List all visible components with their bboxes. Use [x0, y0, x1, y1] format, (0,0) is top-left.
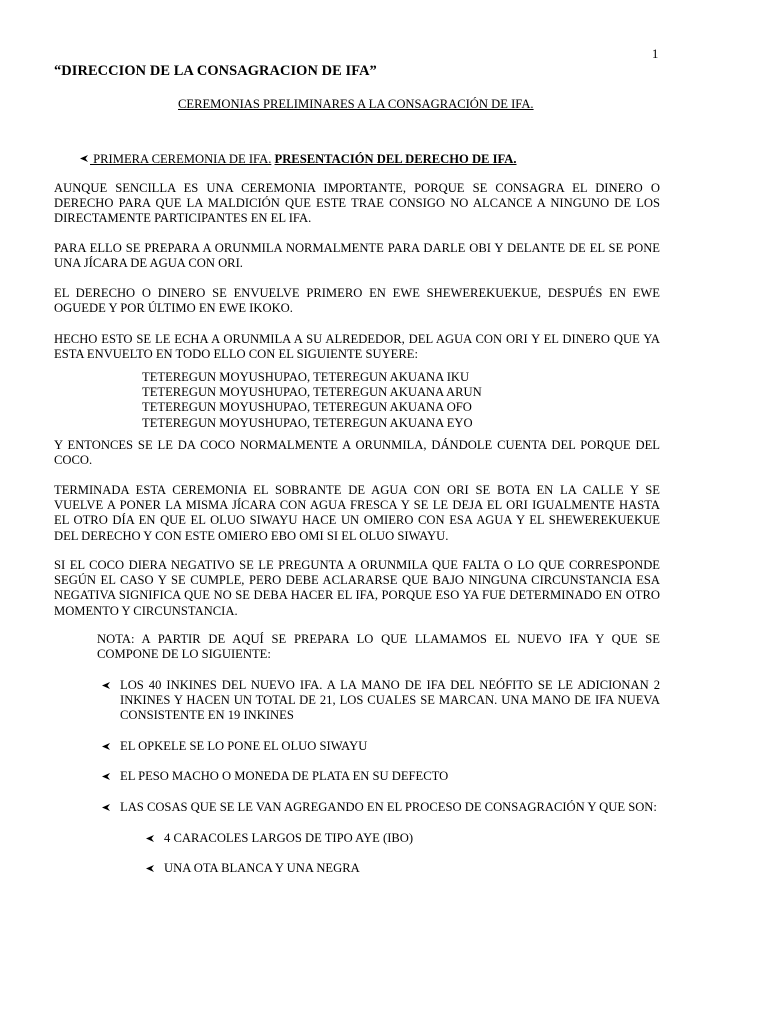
suyere-chant: [142, 370, 482, 431]
paragraph-line: COCO.: [54, 453, 93, 468]
sub-bullet-text: UNA OTA BLANCA Y UNA NEGRA: [164, 861, 360, 875]
note-line: NOTA: A PARTIR DE AQUÍ SE PREPARA LO QUE LLAMAMOS EL NUEVO IFA Y QUE SE: [97, 632, 660, 646]
paragraph-4: [54, 332, 660, 362]
paragraph-line: SI EL COCO DIERA NEGATIVO SE LE PREGUNTA A ORUNMILA QUE FALTA O LO QUE CORRESPONDE: [54, 558, 660, 572]
paragraph-6: [54, 483, 660, 544]
bullet-line: LOS 40 INKINES DEL NUEVO IFA. A LA MANO DE IFA DEL NEÓFITO SE LE ADICIONAN 2: [120, 678, 660, 692]
note-line: COMPONE DE LO SIGUIENTE:: [97, 647, 271, 662]
document-title: “DIRECCION DE LA CONSAGRACION DE IFA”: [54, 63, 377, 79]
note-paragraph: [97, 632, 660, 662]
paragraph-1: [54, 181, 660, 227]
paragraph-line: HECHO ESTO SE LE ECHA A ORUNMILA A SU ALREDEDOR, DEL AGUA CON ORI Y EL DINERO QUE YA: [54, 332, 660, 346]
chant-line: TETEREGUN MOYUSHUPAO, TETEREGUN AKUANA ARUN: [142, 385, 482, 400]
bullet-text: [120, 800, 660, 815]
arrow-bullet-icon: [102, 803, 111, 812]
bullet-line: CONSISTENTE EN 19 INKINES: [120, 708, 294, 723]
bullet-line: EL PESO MACHO O MONEDA DE PLATA EN SU DEFECTO: [120, 769, 449, 783]
arrow-bullet-icon: [146, 864, 155, 873]
paragraph-5: [54, 438, 660, 468]
page-number: 1: [652, 47, 659, 61]
arrow-bullet-icon: [102, 681, 111, 690]
paragraph-line: UNA JÍCARA DE AGUA CON ORI.: [54, 256, 243, 271]
bullet-text: [120, 769, 660, 784]
chant-line: TETEREGUN MOYUSHUPAO, TETEREGUN AKUANA EYO: [142, 415, 473, 430]
arrow-bullet-icon: [102, 772, 111, 781]
bullet-text: [120, 739, 660, 754]
paragraph-line: EL OTRO DÍA EN QUE EL OLUO SIWAYU HACE UN OMIERO CON ESA AGUA Y EL SHEWEREKUEKUE: [54, 513, 660, 528]
arrow-bullet-icon: [146, 834, 155, 843]
paragraph-7: [54, 558, 660, 619]
paragraph-line: PARA ELLO SE PREPARA A ORUNMILA NORMALMENTE PARA DARLE OBI Y DELANTE DE EL SE PONE: [54, 241, 660, 255]
paragraph-line: Y ENTONCES SE LE DA COCO NORMALMENTE A ORUNMILA, DÁNDOLE CUENTA DEL PORQUE DEL: [54, 438, 660, 452]
paragraph-2: [54, 241, 660, 271]
paragraph-line: EL DERECHO O DINERO SE ENVUELVE PRIMERO EN EWE SHEWEREKUEKUE, DESPUÉS EN EWE: [54, 286, 660, 300]
paragraph-line: DIRECTAMENTE PARTICIPANTES EN EL IFA.: [54, 211, 312, 226]
bullet-line: EL OPKELE SE LO PONE EL OLUO SIWAYU: [120, 739, 368, 753]
paragraph-line: SEGÚN EL CASO Y SE CUMPLE, PERO DEBE ACLARARSE QUE BAJO NINGUNA CIRCUNSTANCIA ESA: [54, 573, 660, 588]
first-ceremony-heading: [80, 152, 517, 167]
paragraph-line: ESTA ENVUELTO EN TODO ELLO CON EL SIGUIENTE SUYERE:: [54, 347, 418, 362]
bullet-line: LAS COSAS QUE SE LE VAN AGREGANDO EN EL PROCESO DE CONSAGRACIÓN Y QUE SON:: [120, 800, 657, 814]
chant-line: TETEREGUN MOYUSHUPAO, TETEREGUN AKUANA OFO: [142, 400, 472, 415]
paragraph-line: DEL DERECHO Y CON ESTE OMIERO EBO OMI SI EL OLUO SIWAYU.: [54, 528, 449, 543]
first-ceremony-bold: PRESENTACIÓN DEL DERECHO DE IFA.: [274, 152, 517, 166]
paragraph-line: OGUEDE Y POR ÚLTIMO EN EWE IKOKO.: [54, 301, 293, 316]
sub-bullet-text: 4 CARACOLES LARGOS DE TIPO AYE (IBO): [164, 831, 414, 845]
bullet-text: [120, 678, 660, 724]
paragraph-3: [54, 286, 660, 316]
arrow-bullet-icon: [102, 742, 111, 751]
paragraph-line: TERMINADA ESTA CEREMONIA EL SOBRANTE DE AGUA CON ORI SE BOTA EN LA CALLE Y SE: [54, 483, 660, 497]
section-subtitle: CEREMONIAS PRELIMINARES A LA CONSAGRACIÓN DE IFA.: [178, 97, 534, 111]
paragraph-line: MOMENTO Y CIRCUNSTANCIA.: [54, 603, 238, 618]
bullet-line: INKINES Y HACEN UN TOTAL DE 21, LOS CUALES SE MARCAN. UNA MANO DE IFA NUEVA: [120, 693, 660, 708]
arrow-bullet-icon: [80, 152, 90, 167]
paragraph-line: AUNQUE SENCILLA ES UNA CEREMONIA IMPORTANTE, PORQUE SE CONSAGRA EL DINERO O: [54, 181, 660, 195]
first-ceremony-prefix: PRIMERA CEREMONIA DE IFA.: [90, 152, 272, 166]
paragraph-line: DERECHO PARA QUE LA MALDICIÓN QUE ESTE TRAE CONSIGO NO ALCANCE A NINGUNO DE LOS: [54, 196, 660, 211]
paragraph-line: VUELVE A PONER LA MISMA JÍCARA CON AGUA FRESCA Y SE LE DEJA EL ORI IGUALMENTE HASTA: [54, 498, 660, 513]
chant-line: TETEREGUN MOYUSHUPAO, TETEREGUN AKUANA IKU: [142, 370, 470, 384]
paragraph-line: NEGATIVA SIGNIFICA QUE NO SE DEBA HACER EL IFA, PORQUE ESO YA FUE DETERMINADO EN OTRO: [54, 588, 660, 603]
